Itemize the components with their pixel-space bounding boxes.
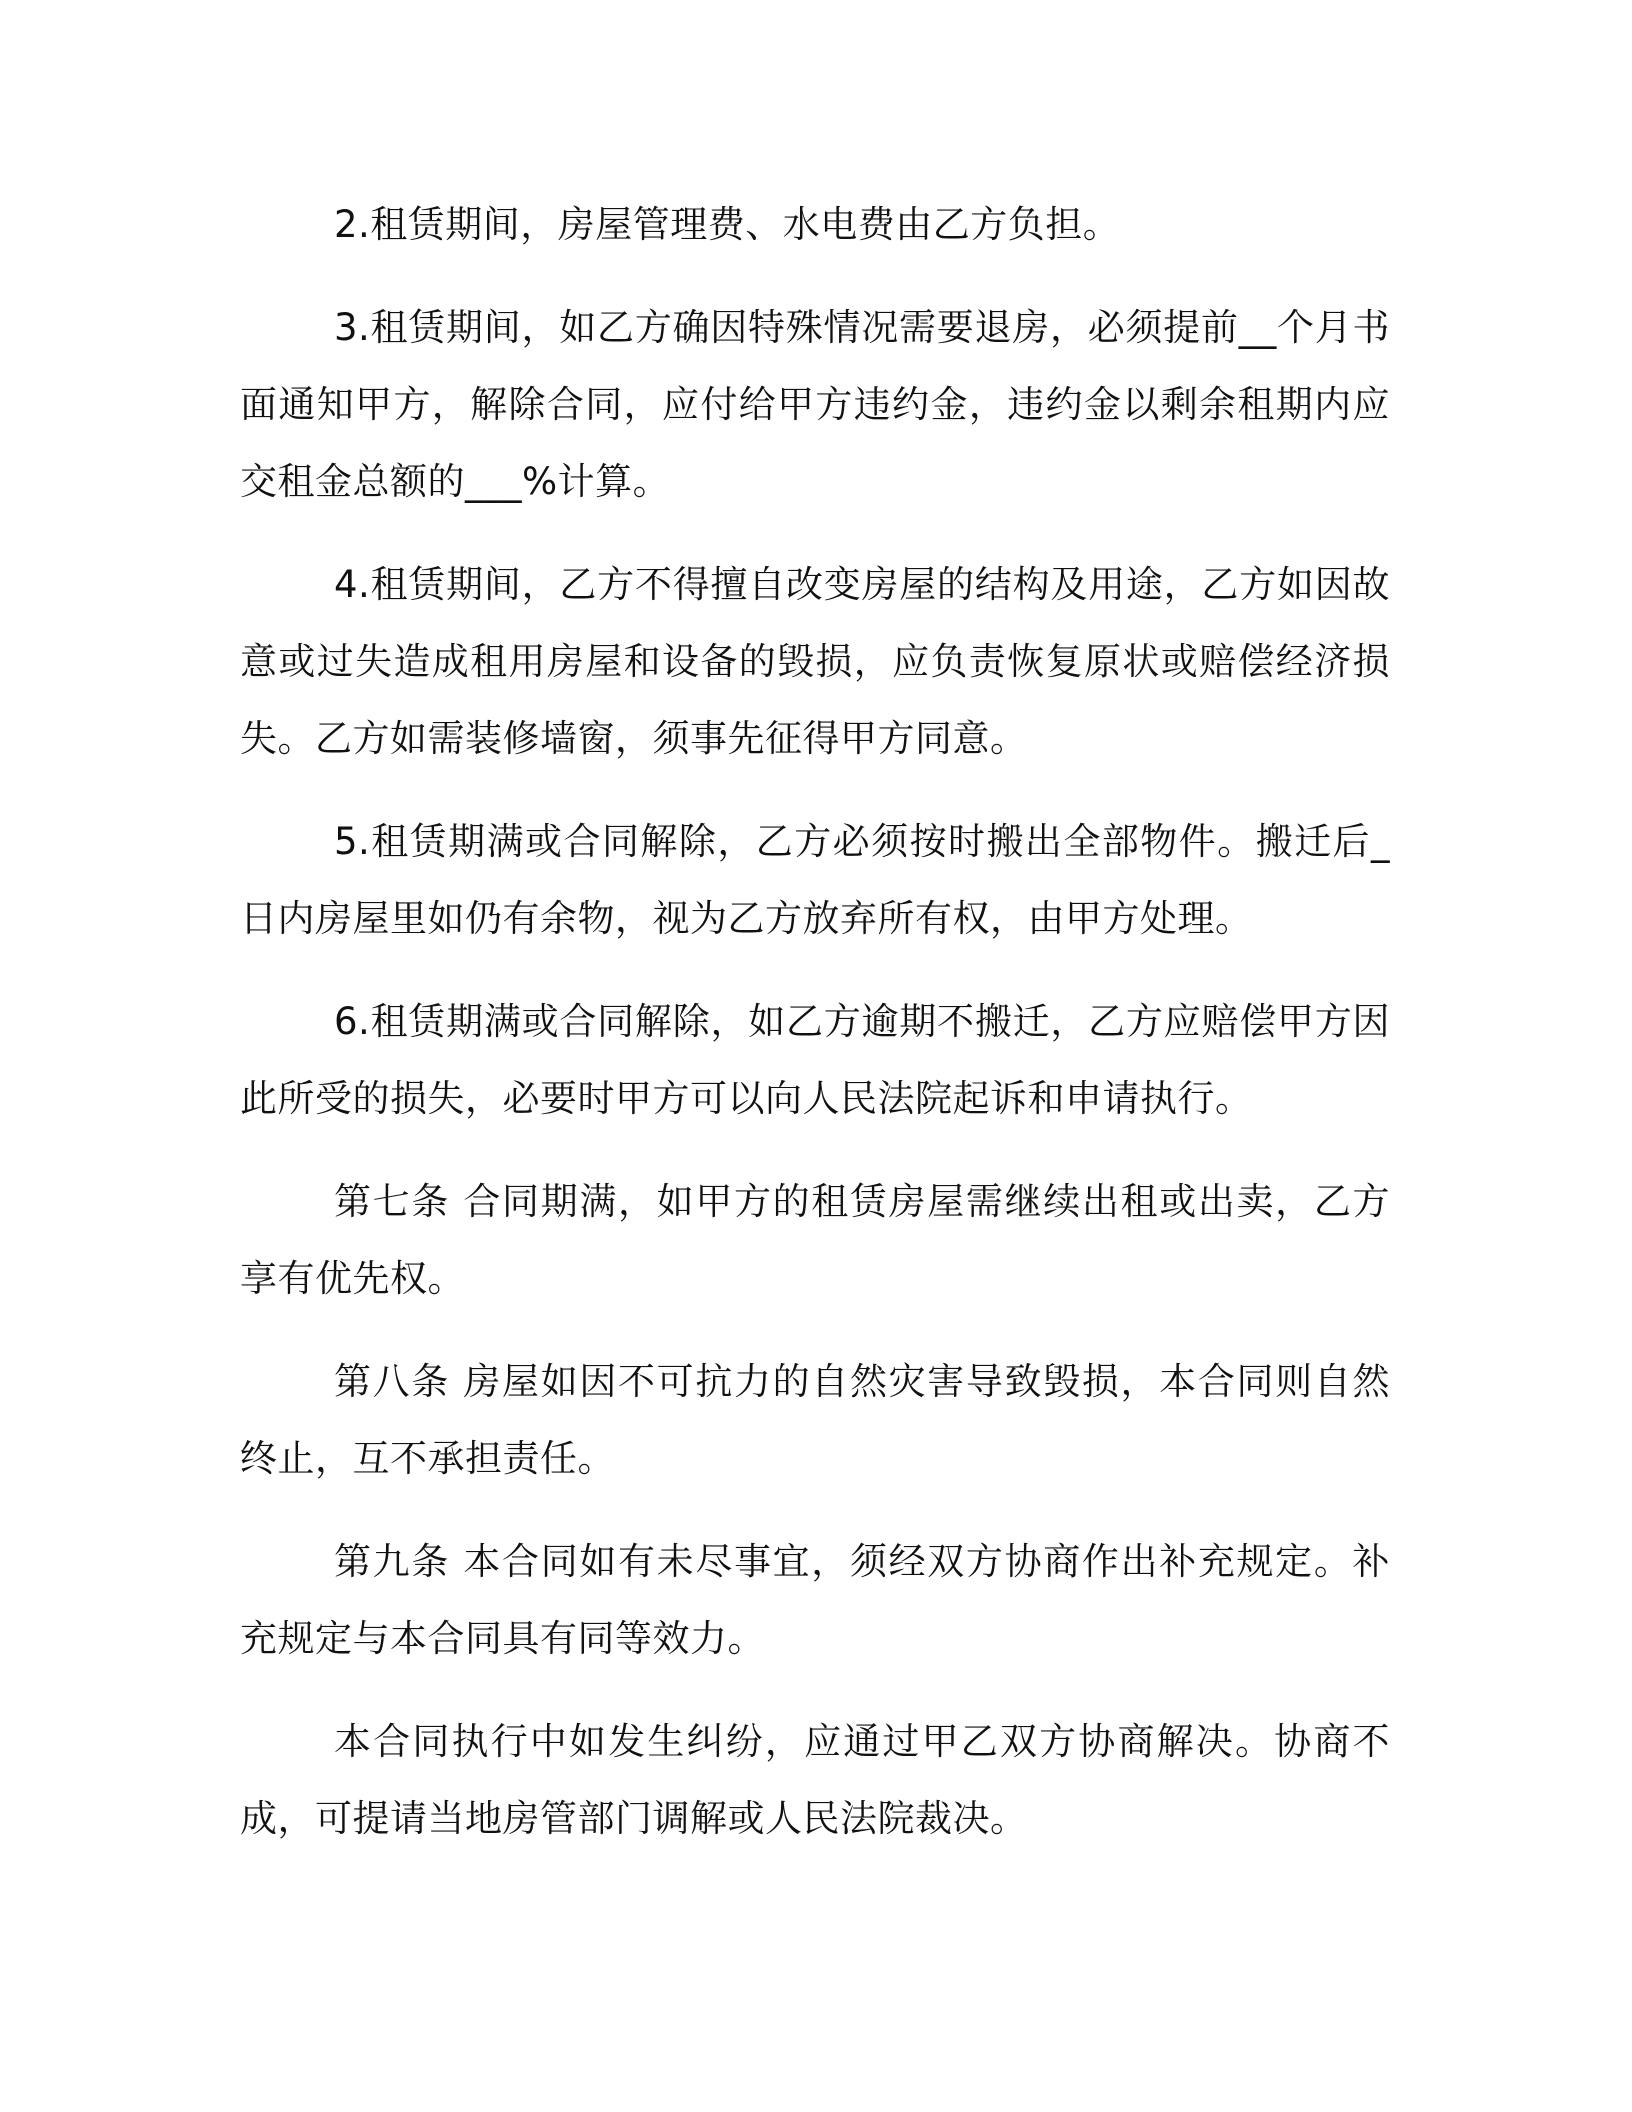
clause-5-move-out: 5.租赁期满或合同解除，乙方必须按时搬出全部物件。搬迁后_日内房屋里如仍有余物，视为乙方放弃所有权，由甲方处理。 <box>240 820 1390 940</box>
clause-4-structure-damage: 4.租赁期间，乙方不得擅自改变房屋的结构及用途，乙方如因故意或过失造成租用房屋和设备的毁损，应负责恢复原状或赔偿经济损失。乙方如需装修墙窗，须事先征得甲方同意。 <box>240 563 1390 760</box>
article-8-force-majeure: 第八条 房屋如因不可抗力的自然灾害导致毁损，本合同则自然终止，互不承担责任。 <box>240 1360 1390 1480</box>
dispute-resolution: 本合同执行中如发生纠纷，应通过甲乙双方协商解决。协商不成，可提请当地房管部门调解或人民法院裁决。 <box>240 1720 1390 1840</box>
article-7-priority-right: 第七条 合同期满，如甲方的租赁房屋需继续出租或出卖，乙方享有优先权。 <box>240 1180 1390 1300</box>
document-body <box>240 186 1390 1857</box>
clause-2-fees: 2.租赁期间，房屋管理费、水电费由乙方负担。 <box>334 203 1121 246</box>
clause-6-overdue-move: 6.租赁期满或合同解除，如乙方逾期不搬迁，乙方应赔偿甲方因此所受的损失，必要时甲方可以向人民法院起诉和申请执行。 <box>240 1000 1390 1120</box>
article-9-supplement: 第九条 本合同如有未尽事宜，须经双方协商作出补充规定。补充规定与本合同具有同等效力。 <box>240 1540 1390 1660</box>
clause-3-early-termination: 3.租赁期间，如乙方确因特殊情况需要退房，必须提前__个月书面通知甲方，解除合同，应付给甲方违约金，违约金以剩余租期内应交租金总额的___%计算。 <box>240 306 1390 503</box>
